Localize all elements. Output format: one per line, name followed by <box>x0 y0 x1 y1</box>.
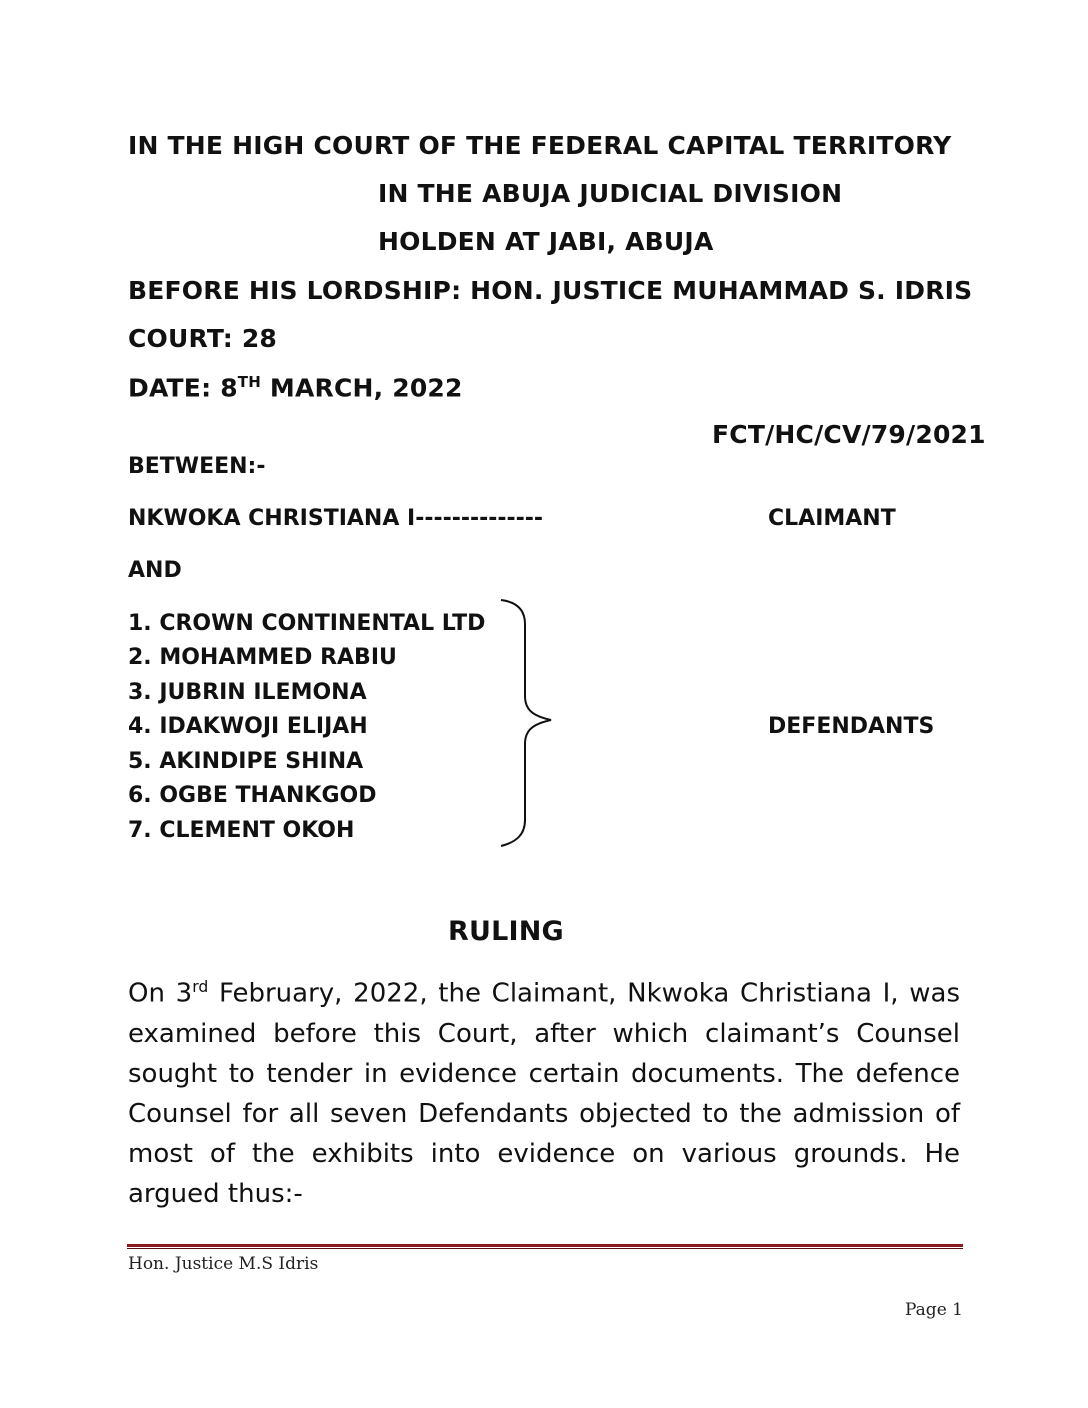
defendants-label: DEFENDANTS <box>768 714 935 739</box>
date-suffix: MARCH, 2022 <box>260 373 463 403</box>
holden-title: HOLDEN AT JABI, ABUJA <box>378 227 714 256</box>
para-start: On 3 <box>128 978 193 1009</box>
date-superscript: TH <box>237 373 261 391</box>
date-prefix: DATE: 8 <box>128 373 238 403</box>
and-label: AND <box>128 558 182 583</box>
court-title: IN THE HIGH COURT OF THE FEDERAL CAPITAL TERRITORY <box>128 131 952 160</box>
defendant-item: 6. OGBE THANKGOD <box>128 783 377 808</box>
page-number: Page 1 <box>905 1300 963 1320</box>
claimant-label: CLAIMANT <box>768 506 896 531</box>
suit-number: FCT/HC/CV/79/2021 <box>712 420 986 449</box>
between-label: BETWEEN:- <box>128 454 266 479</box>
defendant-item: 2. MOHAMMED RABIU <box>128 645 397 670</box>
footer-rule-thin <box>127 1248 963 1249</box>
claimant-name: NKWOKA CHRISTIANA I-------------- <box>128 506 544 531</box>
hearing-date <box>128 373 463 402</box>
footer-author: Hon. Justice M.S Idris <box>128 1254 319 1274</box>
defendant-item: 3. JUBRIN ILEMONA <box>128 680 367 705</box>
defendant-item: 4. IDAKWOJI ELIJAH <box>128 714 368 739</box>
court-number: COURT: 28 <box>128 324 278 353</box>
curly-brace <box>495 596 565 850</box>
ruling-heading: RULING <box>448 916 564 947</box>
defendant-item: 7. CLEMENT OKOH <box>128 818 355 843</box>
defendant-item: 1. CROWN CONTINENTAL LTD <box>128 611 486 636</box>
division-title: IN THE ABUJA JUDICIAL DIVISION <box>378 179 843 208</box>
footer-rule <box>127 1244 963 1247</box>
before-judge: BEFORE HIS LORDSHIP: HON. JUSTICE MUHAMMAD S. IDRIS <box>128 276 973 305</box>
para-rest: February, 2022, the Claimant, Nkwoka Christiana I, was examined before this Court, after which claimant’s Counsel sought to tender in evidence certain documents. The defence Counsel for all seven Defendants objected to the admission of most of the exhibits into evidence on various grounds. He argued thus:- <box>128 978 960 1209</box>
ruling-paragraph <box>128 967 960 1214</box>
para-superscript: rd <box>192 978 209 996</box>
defendant-item: 5. AKINDIPE SHINA <box>128 749 364 774</box>
